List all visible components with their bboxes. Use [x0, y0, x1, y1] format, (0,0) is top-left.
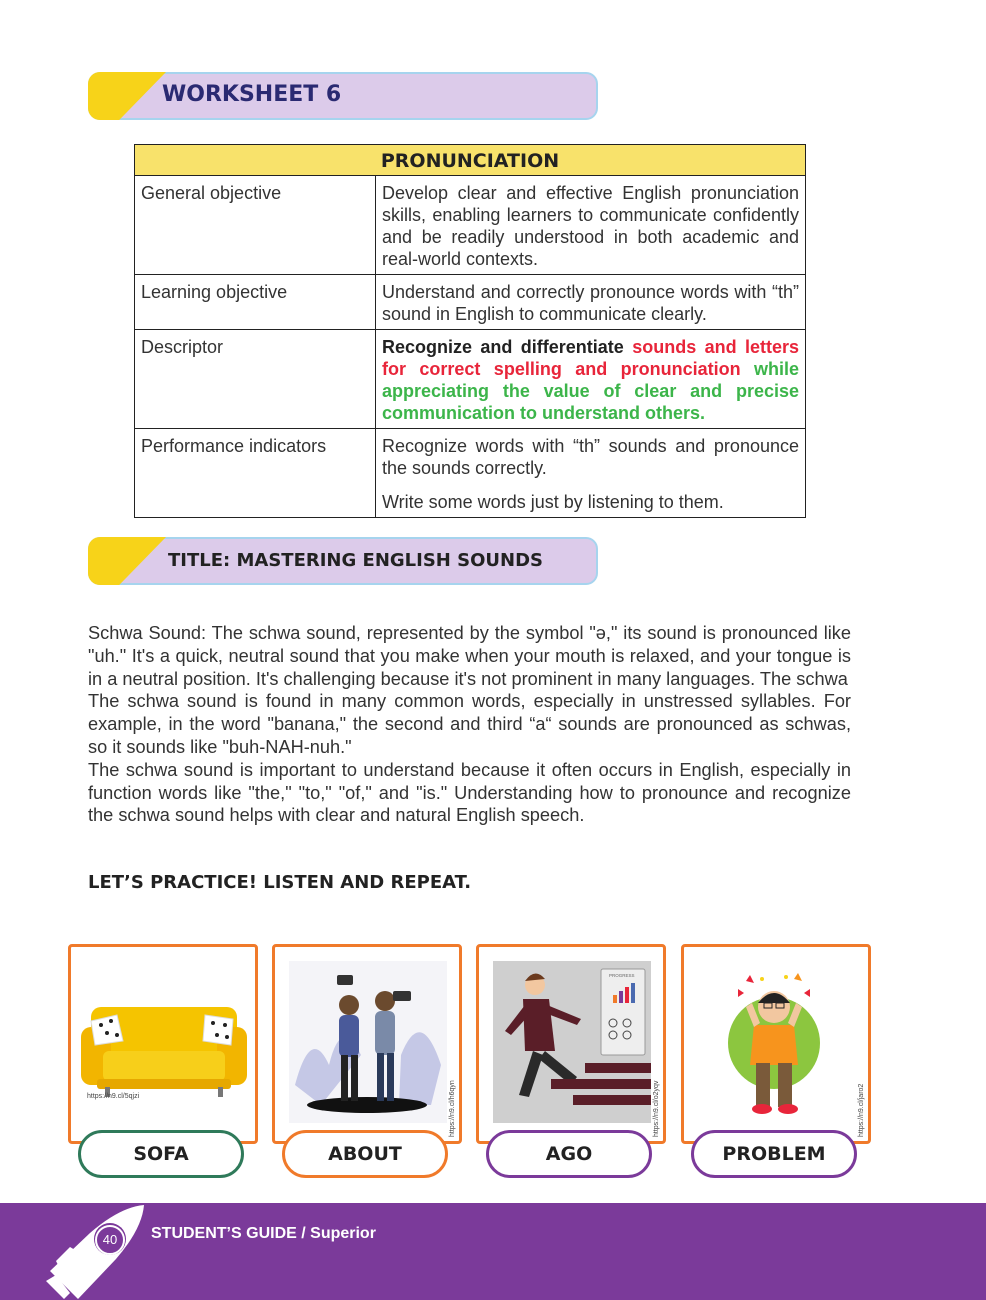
- descriptor-part1: Recognize and differentiate: [382, 337, 633, 357]
- stressed-boy-illustration: [690, 955, 862, 1133]
- image-credit: https://n9.cl/5qjzi: [87, 1093, 140, 1100]
- row-label: Performance indicators: [135, 429, 376, 518]
- sofa-illustration: [77, 955, 249, 1133]
- worksheet-title: WORKSHEET 6: [162, 82, 342, 107]
- body-text: [88, 622, 851, 827]
- descriptor-part2: sounds and letters for correct spelling and pronunciation: [382, 337, 800, 379]
- card-label-problem: PROBLEM: [691, 1130, 857, 1178]
- progress-label: PROGRESS: [609, 973, 635, 978]
- paragraph: Schwa Sound: The schwa sound, represented by the symbol "ə," its sound is pronounced like "uh." It's a quick, neutral sound that you make when your mouth is relaxed, and your tongue is in a neutral position. It's challenging because it's not prominent in many languages. The schwa: [88, 623, 851, 689]
- guide-level: / Superior: [301, 1225, 376, 1242]
- row-label: Learning objective: [135, 275, 376, 330]
- word-card-ago: [476, 944, 666, 1180]
- paragraph: The schwa sound is important to understand because it often occurs in English, especially in function words like "the," "to," "of," and "is." Understanding how to pronounce and recognize the schwa sound helps with clear and natural English speech.: [88, 759, 851, 826]
- card-label-sofa: SOFA: [78, 1130, 244, 1178]
- row-label: Descriptor: [135, 330, 376, 429]
- row-label: General objective: [135, 176, 376, 275]
- footer-guide: [151, 1225, 376, 1243]
- image-credit: https://n9.cl/o2yqv: [653, 1080, 660, 1137]
- row-text: [376, 330, 806, 429]
- row-text: [376, 429, 806, 518]
- title-banner: [88, 537, 598, 585]
- table-row: [135, 275, 806, 330]
- worksheet-banner: [88, 72, 598, 120]
- row-text: Develop clear and effective English pronunciation skills, enabling learners to communicate confidently and be readily understood in both academic and real-world contexts.: [376, 176, 806, 275]
- image-credit: https://n9.cl/h6qyn: [449, 1080, 456, 1137]
- table-row: [135, 429, 806, 518]
- table-header-text: PRONUNCIATION: [380, 150, 560, 172]
- card-frame: [68, 944, 258, 1144]
- objectives-table: [134, 144, 806, 518]
- descriptor-part3: while appreciating the value of clear and precise communication to understand others.: [382, 359, 799, 423]
- businessman-running-illustration: [485, 955, 657, 1133]
- indicator-2: Write some words just by listening to them.: [382, 492, 724, 512]
- practice-title: LET’S PRACTICE! LISTEN AND REPEAT.: [88, 872, 472, 893]
- table-row: [135, 330, 806, 429]
- table-row: [135, 176, 806, 275]
- card-label-about: ABOUT: [282, 1130, 448, 1178]
- image-credit: https://n9.cl/jaro2: [858, 1083, 865, 1137]
- card-frame: [476, 944, 666, 1144]
- guide-name: STUDENT’S GUIDE: [151, 1225, 297, 1242]
- row-text: Understand and correctly pronounce words with “th” sound in English to communicate clearly.: [376, 275, 806, 330]
- footer-bar: [0, 1203, 986, 1300]
- card-label-ago: AGO: [486, 1130, 652, 1178]
- rocket-icon: [40, 1203, 150, 1300]
- indicator-1: Recognize words with “th” sounds and pronounce the sounds correctly.: [382, 436, 799, 478]
- word-card-problem: [681, 944, 871, 1180]
- page-number: 40: [95, 1225, 125, 1255]
- word-card-about: [272, 944, 462, 1180]
- table-header: [135, 145, 806, 176]
- paragraph: The schwa sound is found in many common words, especially in unstressed syllables. For example, in the word "banana," the second and third “a“ sounds are pronounced as schwas, so it sounds like "buh-NAH-nuh.": [88, 691, 851, 757]
- card-frame: [272, 944, 462, 1144]
- people-talking-illustration: [281, 955, 453, 1133]
- card-frame: [681, 944, 871, 1144]
- section-title: TITLE: MASTERING ENGLISH SOUNDS: [168, 550, 543, 571]
- word-card-sofa: [68, 944, 258, 1180]
